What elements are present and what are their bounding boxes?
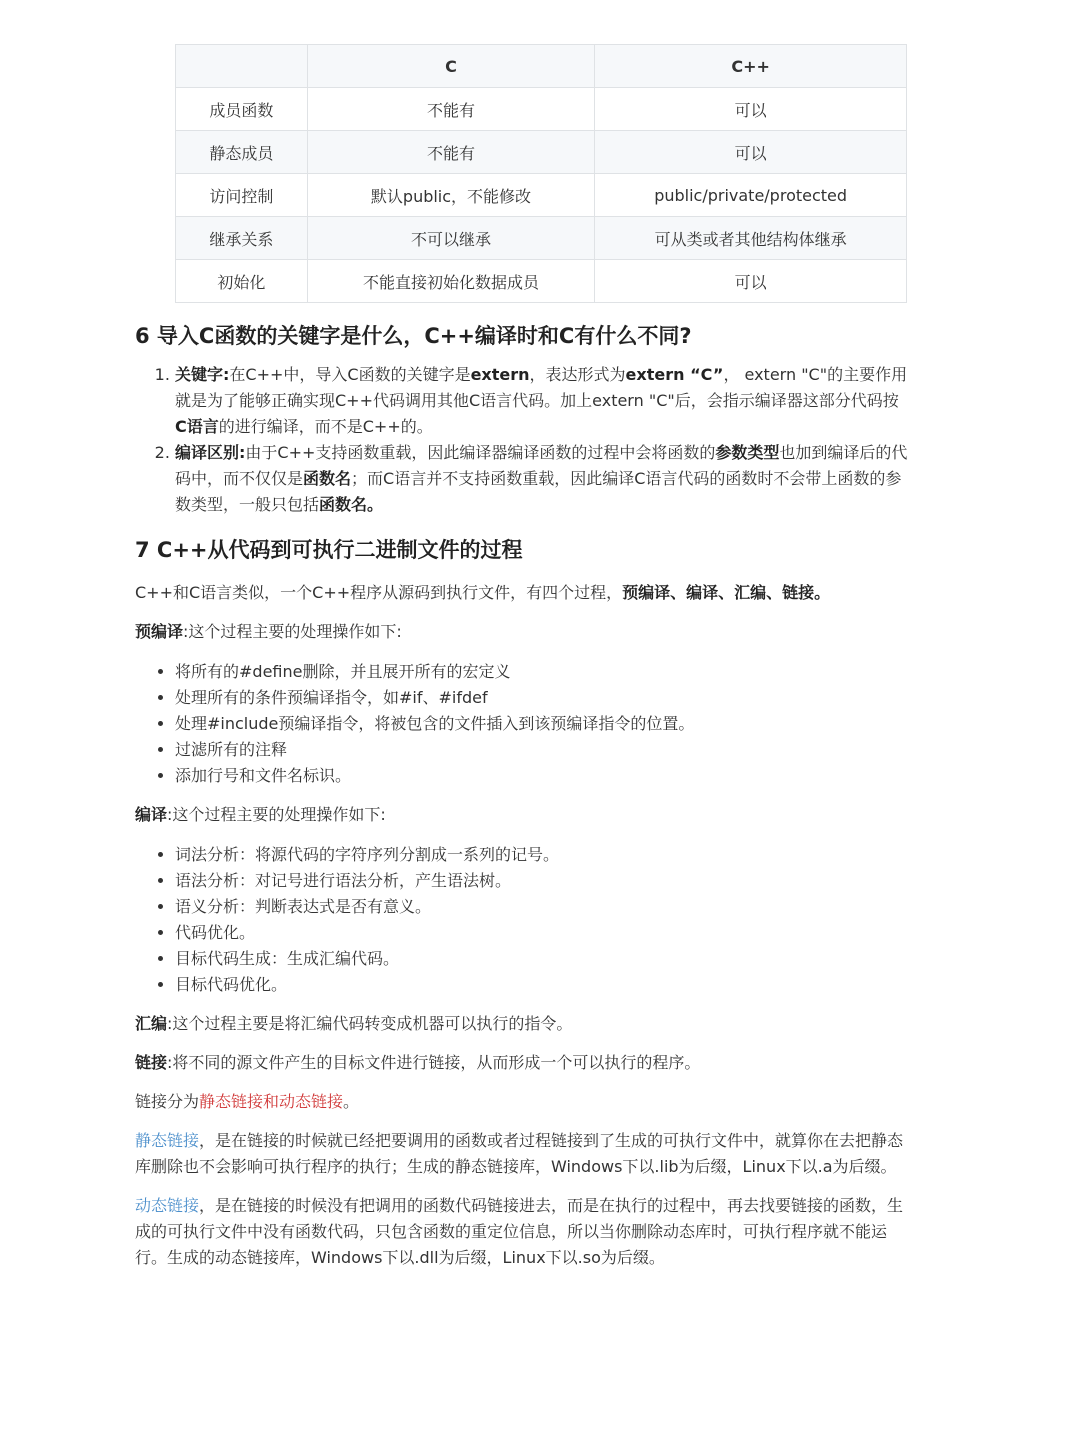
list-item: • 处理#include预编译指令，将被包含的文件插入到该预编译指令的位置。 xyxy=(175,711,910,737)
bold-text: 预编译、编译、汇编、链接。 xyxy=(622,583,831,602)
item-text: ， extern "C"的主要作用就是为了能够正确实现C++代码调用其他C语言代码。加上extern "C"后，会指示编译器这部分代码按 xyxy=(175,365,908,410)
item-text: 也加到编译后的代码中，而不仅仅是 xyxy=(175,443,908,488)
bullet-list xyxy=(135,659,910,789)
table-cell: 可以 xyxy=(595,88,907,131)
paragraph-text: 。 xyxy=(343,1092,360,1111)
list-item xyxy=(175,440,910,518)
paragraph-text: ，是在链接的时候就已经把要调用的函数或者过程链接到了生成的可执行文件中，就算你在去把静态库删除也不会影响可执行程序的执行；生成的静态链接库，Windows下以.lib为后缀，Linux下以.a为后缀。 xyxy=(135,1131,904,1176)
term-label: 汇编 xyxy=(135,1014,168,1033)
paragraph-text: 链接分为 xyxy=(135,1092,200,1111)
table-cell: 不能有 xyxy=(307,131,594,174)
list-item: • 目标代码生成：生成汇编代码。 xyxy=(175,946,910,972)
highlight-text: 静态链接和动态链接 xyxy=(199,1092,344,1111)
item-text: 的进行编译，而不是C++的。 xyxy=(218,417,433,436)
bold-text: extern xyxy=(470,365,530,384)
term-link: 静态链接 xyxy=(135,1131,200,1150)
bold-text: extern “C” xyxy=(625,365,724,384)
paragraph-text: :将不同的源文件产生的目标文件进行链接，从而形成一个可以执行的程序。 xyxy=(167,1053,701,1072)
paragraph xyxy=(135,1050,910,1076)
bold-text: 参数类型 xyxy=(715,443,780,462)
list-item: • 语义分析：判断表达式是否有意义。 xyxy=(175,894,910,920)
table-cell: 不能有 xyxy=(307,88,594,131)
table-header-row xyxy=(176,45,907,88)
term-label: 链接 xyxy=(135,1053,168,1072)
table-cell: 默认public，不能修改 xyxy=(307,174,594,217)
article-body xyxy=(135,318,910,1271)
list-item: • 词法分析：将源代码的字符序列分割成一系列的记号。 xyxy=(175,842,910,868)
table-row xyxy=(176,88,907,131)
comparison-table xyxy=(175,44,907,303)
list-item: • 语法分析：对记号进行语法分析，产生语法树。 xyxy=(175,868,910,894)
item-label: 关键字: xyxy=(175,365,230,384)
table-cell: 初始化 xyxy=(176,260,308,303)
bullet-list xyxy=(135,842,910,998)
table-header-cell: C++ xyxy=(595,45,907,88)
section-heading: 7 C++从代码到可执行二进制文件的过程 xyxy=(135,538,523,562)
list-item: • 添加行号和文件名标识。 xyxy=(175,763,910,789)
paragraph-text: :这个过程主要是将汇编代码转变成机器可以执行的指令。 xyxy=(167,1014,573,1033)
term-label: 预编译 xyxy=(135,622,184,641)
paragraph xyxy=(135,1011,910,1037)
paragraph xyxy=(135,1089,910,1115)
paragraph-text: :这个过程主要的处理操作如下: xyxy=(183,622,402,641)
list-item: • 代码优化。 xyxy=(175,920,910,946)
table-cell: 静态成员 xyxy=(176,131,308,174)
table-cell: 继承关系 xyxy=(176,217,308,260)
list-item: • 将所有的#define删除，并且展开所有的宏定义 xyxy=(175,659,910,685)
item-text: ；而C语言并不支持函数重载，因此编译C语言代码的函数时不会带上函数的参数类型，一般只包括 xyxy=(175,469,902,514)
table-cell: 访问控制 xyxy=(176,174,308,217)
paragraph xyxy=(135,802,910,828)
table-header-cell xyxy=(176,45,308,88)
item-text: ，表达形式为 xyxy=(529,365,626,384)
table-cell: 不可以继承 xyxy=(307,217,594,260)
paragraph xyxy=(135,580,910,606)
table-header-cell: C xyxy=(307,45,594,88)
bold-text: 函数名 xyxy=(303,469,352,488)
table-cell: 可从类或者其他结构体继承 xyxy=(595,217,907,260)
paragraph xyxy=(135,1193,910,1271)
paragraph xyxy=(135,1128,910,1180)
paragraph xyxy=(135,619,910,645)
table-cell: public/private/protected xyxy=(595,174,907,217)
table-cell: 可以 xyxy=(595,131,907,174)
item-text: 由于C++支持函数重载，因此编译器编译函数的过程中会将函数的 xyxy=(245,443,716,462)
item-text: 在C++中，导入C函数的关键字是 xyxy=(229,365,471,384)
term-link: 动态链接 xyxy=(135,1196,200,1215)
paragraph-text: ，是在链接的时候没有把调用的函数代码链接进去，而是在执行的过程中，再去找要链接的函数，生成的可执行文件中没有函数代码，只包含函数的重定位信息，所以当你删除动态库时，可执行程序就不能运行。生成的动态链接库，Windows下以.dll为后缀，Linux下以.so为后缀。 xyxy=(135,1196,904,1267)
list-item: • 目标代码优化。 xyxy=(175,972,910,998)
table-row xyxy=(176,260,907,303)
table-cell: 可以 xyxy=(595,260,907,303)
term-label: 编译 xyxy=(135,805,168,824)
item-label: 编译区别: xyxy=(175,443,246,462)
list-item: • 过滤所有的注释 xyxy=(175,737,910,763)
table-cell: 不能直接初始化数据成员 xyxy=(307,260,594,303)
list-item: • 处理所有的条件预编译指令，如#if、#ifdef xyxy=(175,685,910,711)
bold-text: 函数名。 xyxy=(319,495,384,514)
table-row xyxy=(176,217,907,260)
bold-text: C语言 xyxy=(175,417,219,436)
intro-text: C++和C语言类似，一个C++程序从源码到执行文件，有四个过程， xyxy=(135,583,623,602)
section-heading: 6 导入C函数的关键字是什么，C++编译时和C有什么不同? xyxy=(135,324,692,348)
list-item xyxy=(175,362,910,440)
numbered-list xyxy=(135,362,910,518)
table-cell: 成员函数 xyxy=(176,88,308,131)
paragraph-text: :这个过程主要的处理操作如下: xyxy=(167,805,386,824)
table-row xyxy=(176,131,907,174)
table-row xyxy=(176,174,907,217)
